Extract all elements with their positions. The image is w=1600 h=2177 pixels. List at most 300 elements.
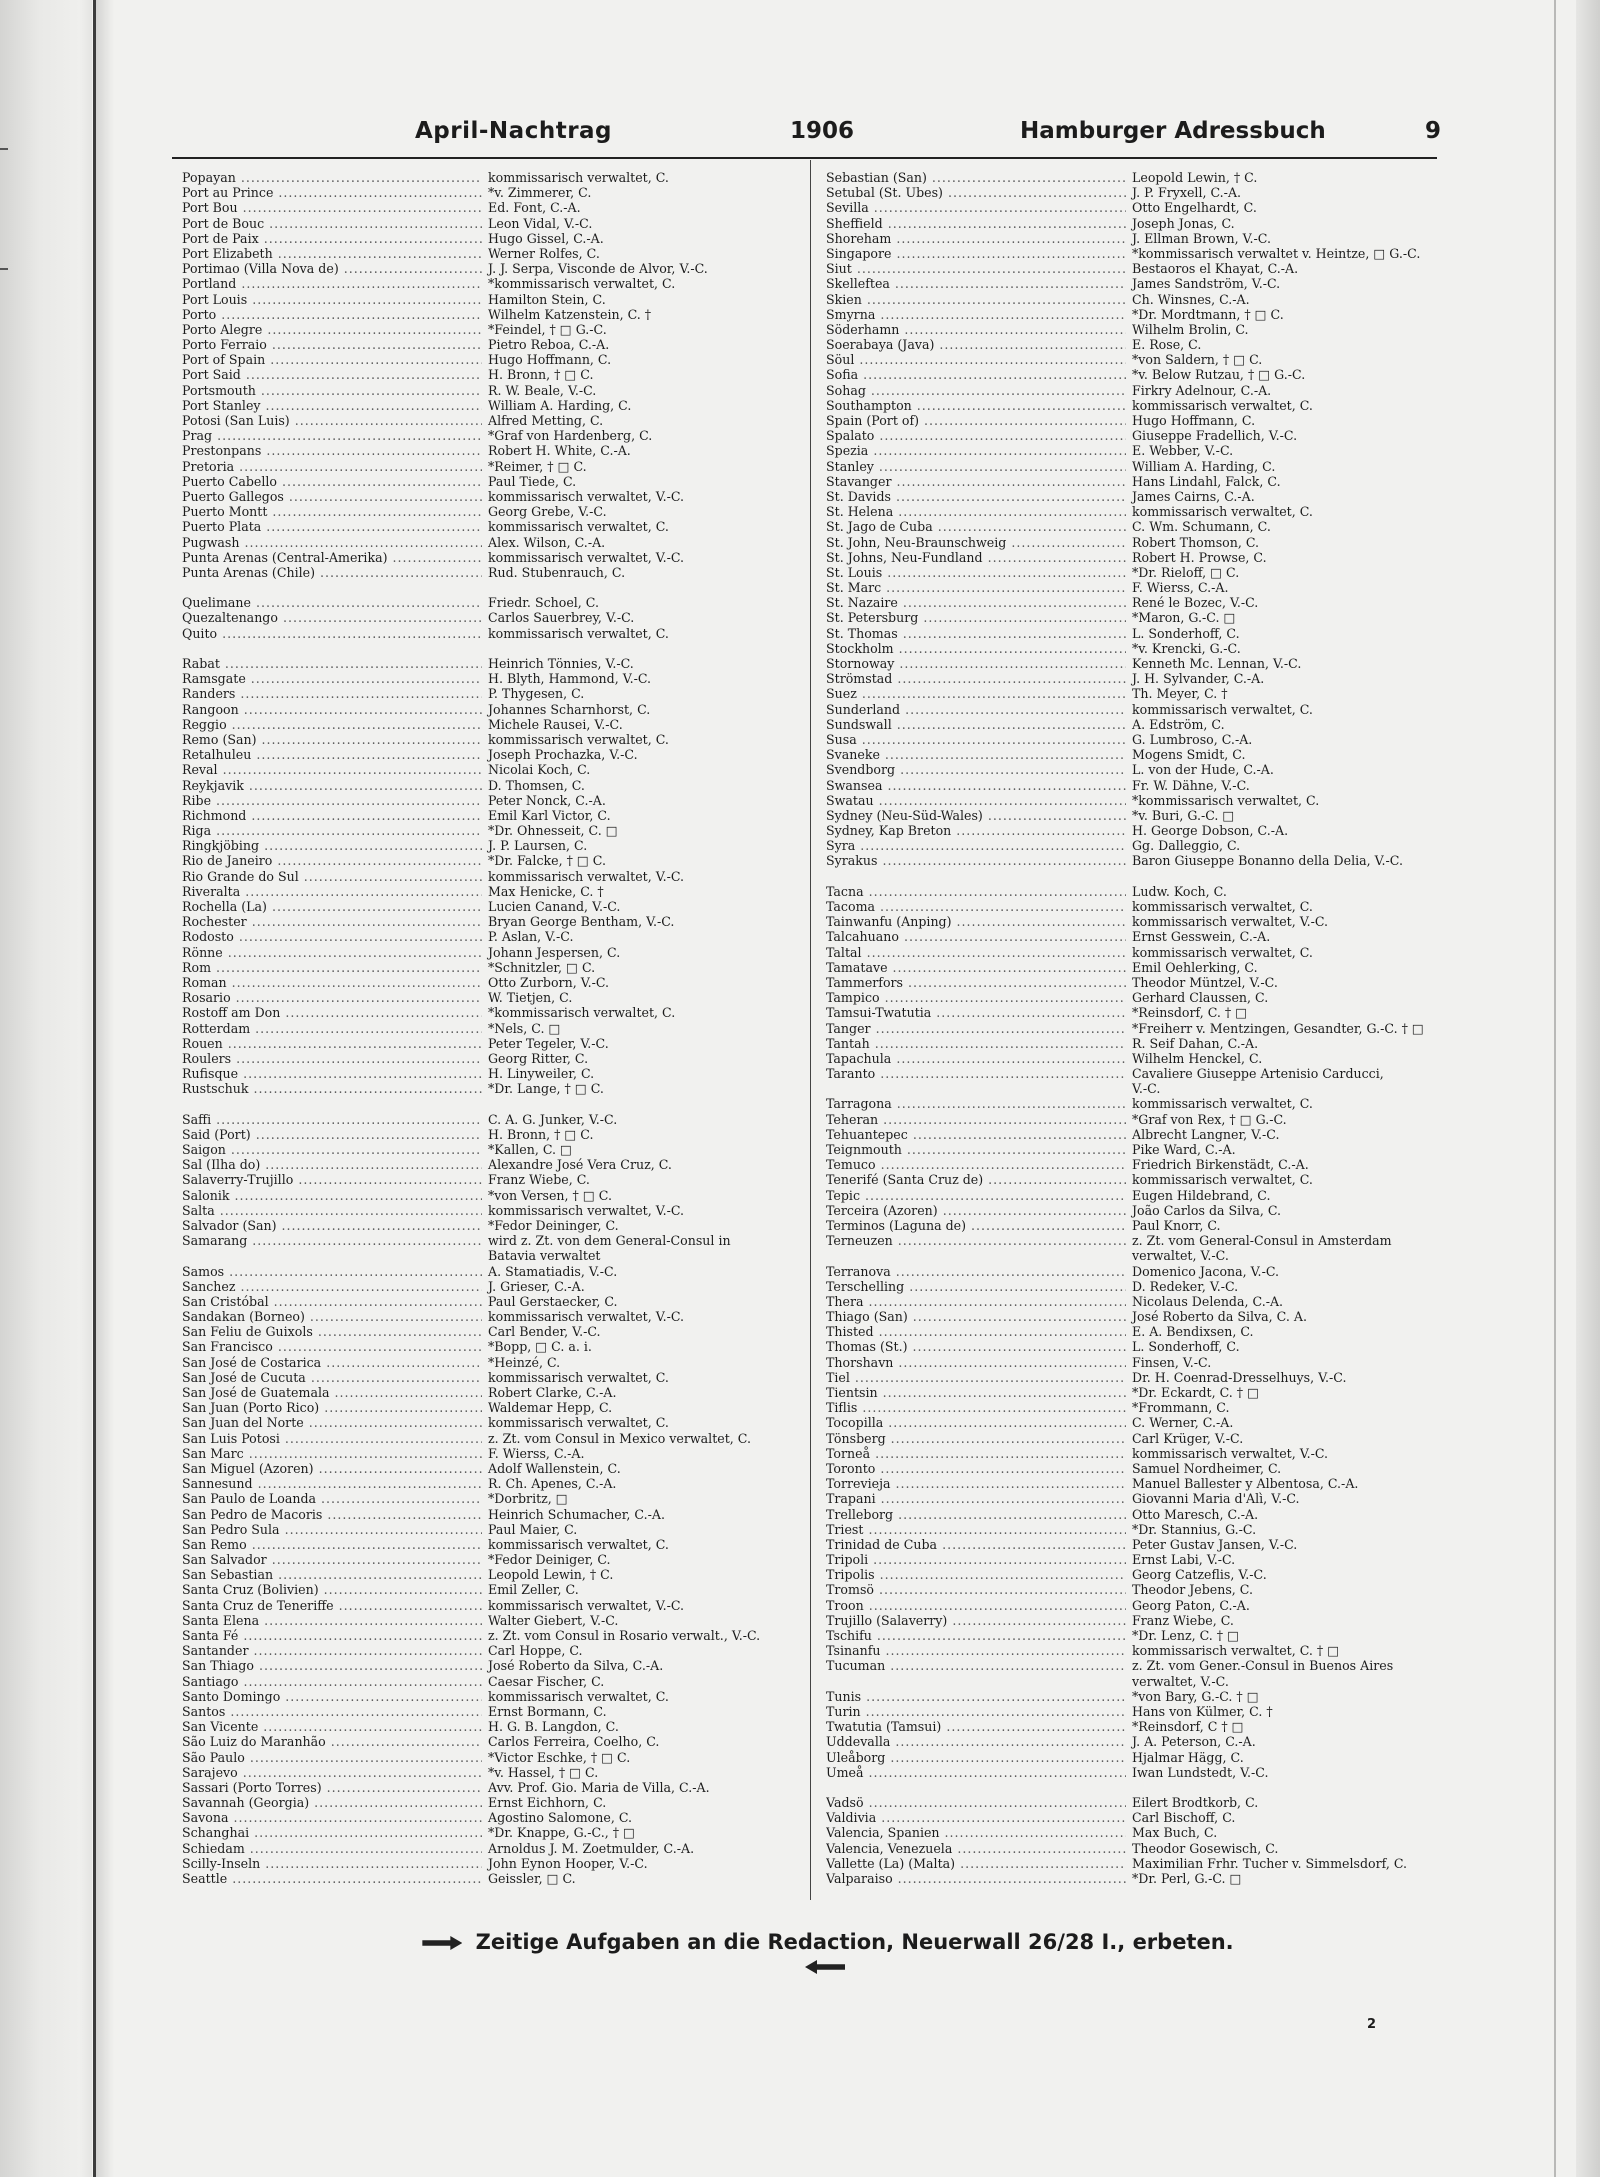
entry-place: Riveralta ..... bbox=[182, 884, 482, 899]
directory-entry bbox=[826, 1719, 1432, 1734]
entry-agent: Gerhard Claussen, C. bbox=[1132, 990, 1269, 1006]
entry-agent: H. Blyth, Hammond, V.-C. bbox=[488, 671, 652, 687]
entry-place: Tarragona ..... bbox=[826, 1096, 1126, 1111]
directory-entry bbox=[182, 1689, 790, 1704]
directory-entry bbox=[182, 185, 790, 200]
directory-entry bbox=[182, 793, 790, 808]
entry-agent: H. G. B. Langdon, C. bbox=[488, 1719, 619, 1735]
entry-agent: *Bopp, □ C. a. i. bbox=[488, 1339, 592, 1355]
directory-entry bbox=[182, 1446, 790, 1461]
entry-agent: Peter Nonck, C.-A. bbox=[488, 792, 606, 808]
directory-entry bbox=[826, 945, 1432, 960]
entry-place: Turin ..... bbox=[826, 1704, 1126, 1719]
directory-entry bbox=[826, 307, 1432, 322]
directory-entry bbox=[826, 1856, 1432, 1871]
directory-entry bbox=[182, 1598, 790, 1613]
entry-agent: G. Lumbroso, C.-A. bbox=[1132, 731, 1253, 747]
entry-agent: Johann Jespersen, C. bbox=[488, 944, 621, 960]
directory-entry bbox=[182, 246, 790, 261]
edge-tick bbox=[0, 148, 8, 150]
entry-agent: *v. Zimmerer, C. bbox=[488, 185, 592, 201]
entry-place: Valencia, Venezuela ..... bbox=[826, 1841, 1126, 1856]
entry-agent: Emil Oehlerking, C. bbox=[1132, 959, 1258, 975]
directory-entry bbox=[826, 1643, 1432, 1658]
directory-entry bbox=[182, 504, 790, 519]
entry-place: St. Nazaire ..... bbox=[826, 595, 1126, 610]
directory-entry bbox=[182, 1871, 790, 1886]
directory-entry bbox=[826, 1825, 1432, 1840]
entry-place: Tocopilla ..... bbox=[826, 1415, 1126, 1430]
entry-agent: D. Redeker, V.-C. bbox=[1132, 1278, 1239, 1294]
entry-place: Stornoway ..... bbox=[826, 656, 1126, 671]
directory-entry bbox=[826, 565, 1432, 580]
entry-agent: Agostino Salomone, C. bbox=[488, 1810, 633, 1826]
entry-place: San Juan del Norte ..... bbox=[182, 1415, 482, 1430]
directory-entry bbox=[826, 1188, 1432, 1203]
header-left: April-Nachtrag bbox=[415, 118, 613, 144]
entry-place: Saigon ..... bbox=[182, 1142, 482, 1157]
entry-place: Suez ..... bbox=[826, 686, 1126, 701]
entry-agent: C. Wm. Schumann, C. bbox=[1132, 519, 1271, 535]
directory-entry bbox=[182, 1780, 790, 1795]
entry-agent: *von Saldern, † □ C. bbox=[1132, 352, 1263, 368]
entry-agent: Georg Catzeflis, V.-C. bbox=[1132, 1567, 1267, 1583]
entry-place: Santander ..... bbox=[182, 1643, 482, 1658]
entry-agent: William A. Harding, C. bbox=[1132, 458, 1276, 474]
directory-entry bbox=[182, 884, 790, 899]
directory-entry bbox=[826, 1765, 1432, 1780]
directory-entry bbox=[182, 1537, 790, 1552]
directory-entry bbox=[826, 1582, 1432, 1597]
entry-place: Remo (San) ..... bbox=[182, 732, 482, 747]
entry-agent: Carl Krüger, V.-C. bbox=[1132, 1430, 1244, 1446]
entry-agent: Johannes Scharnhorst, C. bbox=[488, 701, 651, 717]
entry-place: Söderhamn ..... bbox=[826, 322, 1126, 337]
directory-entry bbox=[182, 1294, 790, 1309]
directory-entry bbox=[182, 1734, 790, 1749]
entry-place: Prag ..... bbox=[182, 428, 482, 443]
entry-agent: z. Zt. vom Consul in Mexico verwaltet, C. bbox=[488, 1430, 751, 1446]
directory-entry bbox=[826, 1431, 1432, 1446]
entry-agent: José Roberto da Silva, C. A. bbox=[1132, 1309, 1307, 1325]
entry-agent: kommissarisch verwaltet, V.-C. bbox=[488, 549, 685, 565]
directory-entry bbox=[182, 1750, 790, 1765]
entry-agent: kommissarisch verwaltet, V.-C. bbox=[488, 1202, 685, 1218]
entry-place: Valparaiso ..... bbox=[826, 1871, 1126, 1886]
entry-place: Troon ..... bbox=[826, 1598, 1126, 1613]
directory-entry bbox=[182, 929, 790, 944]
entry-place: Punta Arenas (Central-Amerika) ..... bbox=[182, 550, 482, 565]
entry-agent: kommissarisch verwaltet, C. bbox=[1132, 397, 1313, 413]
directory-entry bbox=[826, 1370, 1432, 1385]
entry-place: Tunis ..... bbox=[826, 1689, 1126, 1704]
entry-place: Reykjavik ..... bbox=[182, 778, 482, 793]
directory-entry bbox=[826, 1066, 1432, 1081]
directory-entry bbox=[182, 352, 790, 367]
entry-place: Seattle ..... bbox=[182, 1871, 482, 1886]
directory-entry bbox=[182, 1324, 790, 1339]
entry-place: Salvador (San) ..... bbox=[182, 1218, 482, 1233]
header-year: 1906 bbox=[790, 118, 855, 144]
entry-agent: *Dr. Falcke, † □ C. bbox=[488, 853, 606, 869]
entry-place: Skelleftea ..... bbox=[826, 276, 1126, 291]
entry-agent: *Dr. Eckardt, C. † □ bbox=[1132, 1385, 1259, 1400]
directory-entry bbox=[182, 1491, 790, 1506]
entry-place: Spezia ..... bbox=[826, 443, 1126, 458]
entry-place: Porto Alegre ..... bbox=[182, 322, 482, 337]
entry-place: Sannesund ..... bbox=[182, 1476, 482, 1491]
entry-place: Tiel ..... bbox=[826, 1370, 1126, 1385]
entry-agent: Alexandre José Vera Cruz, C. bbox=[488, 1157, 672, 1173]
entry-agent: *von Versen, † □ C. bbox=[488, 1187, 612, 1203]
entry-agent: *Dr. Knappe, G.-C., † □ bbox=[488, 1825, 635, 1841]
directory-entry bbox=[826, 519, 1432, 534]
entry-agent: A. Stamatiadis, V.-C. bbox=[488, 1263, 618, 1279]
entry-place: Svendborg ..... bbox=[826, 762, 1126, 777]
entry-place: Tanger ..... bbox=[826, 1021, 1126, 1036]
directory-entry bbox=[182, 1081, 790, 1096]
entry-place: Southampton ..... bbox=[826, 398, 1126, 413]
fold-shadow bbox=[96, 0, 114, 2177]
directory-entry bbox=[182, 337, 790, 352]
entry-agent: C. A. G. Junker, V.-C. bbox=[488, 1111, 618, 1127]
directory-entry bbox=[826, 216, 1432, 231]
entry-place: Stockholm ..... bbox=[826, 641, 1126, 656]
entry-agent: Michele Rausei, V.-C. bbox=[488, 716, 623, 732]
entry-agent: Paul Knorr, C. bbox=[1132, 1217, 1221, 1233]
entry-place: Tantah ..... bbox=[826, 1036, 1126, 1051]
entry-agent: Bestaoros el Khayat, C.-A. bbox=[1132, 261, 1299, 277]
entry-agent: Arnoldus J. M. Zoetmulder, C.-A. bbox=[488, 1840, 695, 1856]
entry-agent: L. Sonderhoff, C. bbox=[1132, 625, 1240, 641]
directory-entry bbox=[826, 990, 1432, 1005]
header-rule bbox=[172, 157, 1437, 159]
entry-place: Tönsberg ..... bbox=[826, 1431, 1126, 1446]
directory-entry bbox=[826, 1279, 1432, 1294]
directory-entry bbox=[826, 626, 1432, 641]
entry-place: St. Petersburg ..... bbox=[826, 610, 1126, 625]
entry-place: Teignmouth ..... bbox=[826, 1142, 1126, 1157]
directory-entry bbox=[182, 489, 790, 504]
entry-place: Sassari (Porto Torres) ..... bbox=[182, 1780, 482, 1795]
entry-agent: Joseph Prochazka, V.-C. bbox=[488, 747, 638, 763]
directory-entry bbox=[182, 1841, 790, 1856]
entry-agent: Hans von Külmer, C. † bbox=[1132, 1703, 1273, 1719]
entry-place: Singapore ..... bbox=[826, 246, 1126, 261]
entry-agent: Pike Ward, C.-A. bbox=[1132, 1142, 1236, 1157]
directory-entry bbox=[826, 1476, 1432, 1491]
entry-place: San Pedro de Macoris ..... bbox=[182, 1507, 482, 1522]
entry-place: Potosi (San Luis) ..... bbox=[182, 413, 482, 428]
entry-agent: Eilert Brodtkorb, C. bbox=[1132, 1795, 1259, 1811]
section-gap bbox=[182, 580, 790, 595]
section-gap bbox=[826, 1780, 1432, 1795]
entry-agent: kommissarisch verwaltet, C. bbox=[488, 1688, 669, 1704]
entry-agent: *Nels, C. □ bbox=[488, 1020, 561, 1036]
entry-agent: Hjalmar Hägg, C. bbox=[1132, 1749, 1244, 1765]
directory-entry bbox=[182, 550, 790, 565]
entry-place: Tammerfors ..... bbox=[826, 975, 1126, 990]
page-number: 9 bbox=[1425, 118, 1442, 144]
entry-place: Puerto Plata ..... bbox=[182, 519, 482, 534]
entry-place: Tschifu ..... bbox=[826, 1628, 1126, 1643]
entry-place: Port Said ..... bbox=[182, 367, 482, 382]
directory-entry bbox=[826, 1248, 1432, 1263]
entry-agent: Robert Thomson, C. bbox=[1132, 534, 1260, 550]
directory-entry bbox=[826, 383, 1432, 398]
directory-entry bbox=[826, 1750, 1432, 1765]
directory-entry bbox=[182, 1567, 790, 1582]
entry-agent: *v. Buri, G.-C. □ bbox=[1132, 807, 1235, 823]
entry-agent: Alex. Wilson, C.-A. bbox=[488, 534, 606, 550]
entry-agent: *Maron, G.-C. □ bbox=[1132, 610, 1236, 626]
entry-place: Tientsin ..... bbox=[826, 1385, 1126, 1400]
entry-place: Torneå ..... bbox=[826, 1446, 1126, 1461]
entry-agent: Robert H. Prowse, C. bbox=[1132, 549, 1267, 565]
entry-agent: kommissarisch verwaltet, C. bbox=[1132, 899, 1313, 914]
entry-agent: Friedrich Birkenstädt, C.-A. bbox=[1132, 1157, 1309, 1173]
entry-place: Port de Paix ..... bbox=[182, 231, 482, 246]
directory-entry bbox=[182, 1765, 790, 1780]
entry-agent: J. A. Peterson, C.-A. bbox=[1132, 1734, 1256, 1750]
directory-entry bbox=[826, 1674, 1432, 1689]
entry-place: San Cristóbal ..... bbox=[182, 1294, 482, 1309]
directory-entry bbox=[826, 443, 1432, 458]
entry-place: San Remo ..... bbox=[182, 1537, 482, 1552]
entry-place: Vadsö ..... bbox=[826, 1795, 1126, 1810]
entry-agent: kommissarisch verwaltet, C. bbox=[488, 1369, 669, 1385]
directory-entry bbox=[182, 762, 790, 777]
entry-place: Port de Bouc ..... bbox=[182, 216, 482, 231]
directory-entry bbox=[826, 595, 1432, 610]
entry-agent: Th. Meyer, C. † bbox=[1132, 686, 1228, 702]
entry-place: Rotterdam ..... bbox=[182, 1021, 482, 1036]
entry-place: Rufisque ..... bbox=[182, 1066, 482, 1081]
entry-place: Sheffield ..... bbox=[826, 216, 1126, 231]
entry-place: Ribe ..... bbox=[182, 793, 482, 808]
entry-agent: Robert H. White, C.-A. bbox=[488, 443, 631, 459]
entry-agent: *Kallen, C. □ bbox=[488, 1142, 572, 1157]
entry-place: Tripoli ..... bbox=[826, 1552, 1126, 1567]
entry-agent: Carl Bender, V.-C. bbox=[488, 1324, 601, 1340]
entry-place: Roulers ..... bbox=[182, 1051, 482, 1066]
entry-place: Sohag ..... bbox=[826, 383, 1126, 398]
entry-place: Santos ..... bbox=[182, 1704, 482, 1719]
entry-agent: Nicolai Koch, C. bbox=[488, 762, 591, 778]
entry-place: Popayan ..... bbox=[182, 170, 482, 185]
entry-agent: F. Wierss, C.-A. bbox=[488, 1445, 585, 1461]
directory-entry bbox=[182, 1658, 790, 1673]
entry-agent: Carl Hoppe, C. bbox=[488, 1643, 583, 1659]
entry-agent: kommissarisch verwaltet, C. bbox=[488, 1536, 669, 1552]
directory-entry bbox=[826, 1810, 1432, 1825]
directory-entry bbox=[182, 1112, 790, 1127]
entry-agent: Hans Lindahl, Falck, C. bbox=[1132, 473, 1281, 489]
directory-entry bbox=[826, 550, 1432, 565]
directory-entry bbox=[826, 717, 1432, 732]
entry-place: Terminos (Laguna de) ..... bbox=[826, 1218, 1126, 1233]
entry-place: Tacna ..... bbox=[826, 884, 1126, 899]
entry-agent: kommissarisch verwaltet, V.-C. bbox=[488, 1309, 685, 1325]
entry-agent: Firkry Adelnour, C.-A. bbox=[1132, 382, 1272, 398]
directory-entry bbox=[826, 1613, 1432, 1628]
directory-entry bbox=[826, 884, 1432, 899]
entry-agent: *Feindel, † □ G.-C. bbox=[488, 321, 607, 337]
directory-entry bbox=[826, 732, 1432, 747]
entry-agent: kommissarisch verwaltet, C. bbox=[488, 519, 669, 535]
entry-place: Sunderland ..... bbox=[826, 702, 1126, 717]
directory-entry bbox=[826, 793, 1432, 808]
entry-agent: Paul Tiede, C. bbox=[488, 473, 577, 489]
entry-agent: z. Zt. vom Consul in Rosario verwalt., V.-C. bbox=[488, 1628, 761, 1643]
entry-agent: kommissarisch verwaltet, V.-C. bbox=[1132, 1445, 1329, 1461]
entry-agent: Friedr. Schoel, C. bbox=[488, 595, 599, 611]
entry-place: Spalato ..... bbox=[826, 428, 1126, 443]
directory-entry bbox=[826, 1036, 1432, 1051]
entry-agent: H. Bronn, † □ C. bbox=[488, 367, 594, 383]
entry-place: Taltal ..... bbox=[826, 945, 1126, 960]
entry-agent: Waldemar Hepp, C. bbox=[488, 1400, 613, 1416]
directory-entry bbox=[182, 1066, 790, 1081]
directory-entry bbox=[182, 1674, 790, 1689]
entry-place: St. Louis ..... bbox=[826, 565, 1126, 580]
entry-agent: kommissarisch verwaltet, V.-C. bbox=[1132, 914, 1329, 930]
directory-entry bbox=[182, 960, 790, 975]
directory-entry bbox=[826, 1309, 1432, 1324]
entry-agent: C. Werner, C.-A. bbox=[1132, 1415, 1234, 1431]
entry-agent: José Roberto da Silva, C.-A. bbox=[488, 1658, 664, 1674]
entry-agent: Heinrich Tönnies, V.-C. bbox=[488, 656, 634, 671]
entry-place: Savona ..... bbox=[182, 1810, 482, 1825]
section-gap bbox=[182, 1096, 790, 1111]
entry-place: Roman ..... bbox=[182, 975, 482, 990]
entry-place: Quito ..... bbox=[182, 626, 482, 641]
entry-place: Santa Cruz (Bolivien) ..... bbox=[182, 1582, 482, 1597]
entry-place: Santiago ..... bbox=[182, 1674, 482, 1689]
entry-agent: Wilhelm Katzenstein, C. † bbox=[488, 306, 652, 322]
directory-entry bbox=[182, 899, 790, 914]
directory-entry bbox=[826, 641, 1432, 656]
directory-entry bbox=[182, 1157, 790, 1172]
entry-place: Retalhuleu ..... bbox=[182, 747, 482, 762]
entry-agent: R. W. Beale, V.-C. bbox=[488, 382, 597, 398]
directory-entry bbox=[182, 474, 790, 489]
entry-place: San Feliu de Guixols ..... bbox=[182, 1324, 482, 1339]
directory-entry bbox=[826, 1734, 1432, 1749]
directory-entry bbox=[826, 1081, 1432, 1096]
entry-agent: P. Thygesen, C. bbox=[488, 686, 585, 702]
entry-place: Port au Prince ..... bbox=[182, 185, 482, 200]
entry-place: Uleåborg ..... bbox=[826, 1750, 1126, 1765]
entry-place: Twatutia (Tamsui) ..... bbox=[826, 1719, 1126, 1734]
entry-place: Thera ..... bbox=[826, 1294, 1126, 1309]
entry-agent: *Dr. Mordtmann, † □ C. bbox=[1132, 306, 1284, 322]
entry-place: Siut ..... bbox=[826, 261, 1126, 276]
entry-agent: kommissarisch verwaltet, C. bbox=[1132, 944, 1313, 960]
entry-place: Sevilla ..... bbox=[826, 200, 1126, 215]
entry-place: Strömstad ..... bbox=[826, 671, 1126, 686]
entry-place: Puerto Cabello ..... bbox=[182, 474, 482, 489]
directory-entry bbox=[826, 1385, 1432, 1400]
directory-entry bbox=[826, 975, 1432, 990]
entry-place: Rouen ..... bbox=[182, 1036, 482, 1051]
entry-place: Sydney (Neu-Süd-Wales) ..... bbox=[826, 808, 1126, 823]
entry-place: Sarajevo ..... bbox=[182, 1765, 482, 1780]
directory-entry bbox=[182, 945, 790, 960]
entry-agent: Werner Rolfes, C. bbox=[488, 245, 600, 261]
directory-entry bbox=[826, 1005, 1432, 1020]
directory-entry bbox=[826, 1264, 1432, 1279]
directory-entry bbox=[826, 1689, 1432, 1704]
entry-agent: J. P. Fryxell, C.-A. bbox=[1132, 185, 1242, 201]
directory-entry bbox=[826, 322, 1432, 337]
entry-agent: Pietro Reboa, C.-A. bbox=[488, 337, 610, 353]
entry-place: Richmond ..... bbox=[182, 808, 482, 823]
directory-entry bbox=[182, 1582, 790, 1597]
entry-agent: J. P. Laursen, C. bbox=[488, 838, 588, 854]
entry-agent: kommissarisch verwaltet, C. bbox=[1132, 1172, 1313, 1188]
entry-place: Portimao (Villa Nova de) ..... bbox=[182, 261, 482, 276]
entry-place: Terranova ..... bbox=[826, 1264, 1126, 1279]
footer-notice bbox=[400, 1930, 1250, 1978]
entry-place: St. Davids ..... bbox=[826, 489, 1126, 504]
entry-place: Sanchez ..... bbox=[182, 1279, 482, 1294]
entry-agent: *Graf von Hardenberg, C. bbox=[488, 428, 653, 444]
directory-entry bbox=[826, 1598, 1432, 1613]
entry-place: San Francisco ..... bbox=[182, 1339, 482, 1354]
entry-agent: Fr. W. Dähne, V.-C. bbox=[1132, 777, 1250, 793]
entry-agent: kommissarisch verwaltet, C. bbox=[488, 625, 669, 641]
entry-agent: *Schnitzler, □ C. bbox=[488, 959, 596, 975]
entry-place: Talcahuano ..... bbox=[826, 929, 1126, 944]
directory-entry bbox=[826, 1096, 1432, 1111]
directory-entry bbox=[182, 778, 790, 793]
entry-agent: kommissarisch verwaltet, C. bbox=[1132, 1096, 1313, 1112]
entry-agent: F. Wierss, C.-A. bbox=[1132, 580, 1229, 596]
entry-agent: Ch. Winsnes, C.-A. bbox=[1132, 291, 1250, 307]
entry-place: Puerto Gallegos ..... bbox=[182, 489, 482, 504]
directory-entry bbox=[182, 1825, 790, 1840]
entry-agent: *Reimer, † □ C. bbox=[488, 458, 587, 474]
left-column bbox=[182, 170, 790, 1886]
entry-agent: *Dr. Ohnesseit, C. □ bbox=[488, 823, 618, 839]
directory-entry bbox=[182, 398, 790, 413]
directory-entry bbox=[182, 990, 790, 1005]
directory-entry bbox=[826, 1021, 1432, 1036]
directory-entry bbox=[826, 1461, 1432, 1476]
directory-entry bbox=[182, 1355, 790, 1370]
entry-agent: kommissarisch verwaltet, C. bbox=[1132, 504, 1313, 520]
entry-agent: João Carlos da Silva, C. bbox=[1132, 1202, 1282, 1218]
entry-place: Valdivia ..... bbox=[826, 1810, 1126, 1825]
entry-agent: Emil Karl Victor, C. bbox=[488, 807, 611, 823]
entry-place: Tripolis ..... bbox=[826, 1567, 1126, 1582]
entry-agent: kommissarisch verwaltet, V.-C. bbox=[488, 868, 685, 884]
section-gap bbox=[182, 641, 790, 656]
entry-place: Sydney, Kap Breton ..... bbox=[826, 823, 1126, 838]
entry-place: Tamsui-Twatutia ..... bbox=[826, 1005, 1126, 1020]
entry-agent: J. Grieser, C.-A. bbox=[488, 1278, 585, 1294]
directory-entry bbox=[182, 1309, 790, 1324]
entry-place: Thisted ..... bbox=[826, 1324, 1126, 1339]
entry-agent: verwaltet, V.-C. bbox=[1132, 1248, 1229, 1264]
directory-entry bbox=[182, 1431, 790, 1446]
entry-place: Rodosto ..... bbox=[182, 929, 482, 944]
entry-place: Trapani ..... bbox=[826, 1491, 1126, 1506]
entry-place: Tapachula ..... bbox=[826, 1051, 1126, 1066]
entry-place: San Vicente ..... bbox=[182, 1719, 482, 1734]
entry-agent: *Reinsdorf, C † □ bbox=[1132, 1719, 1244, 1735]
